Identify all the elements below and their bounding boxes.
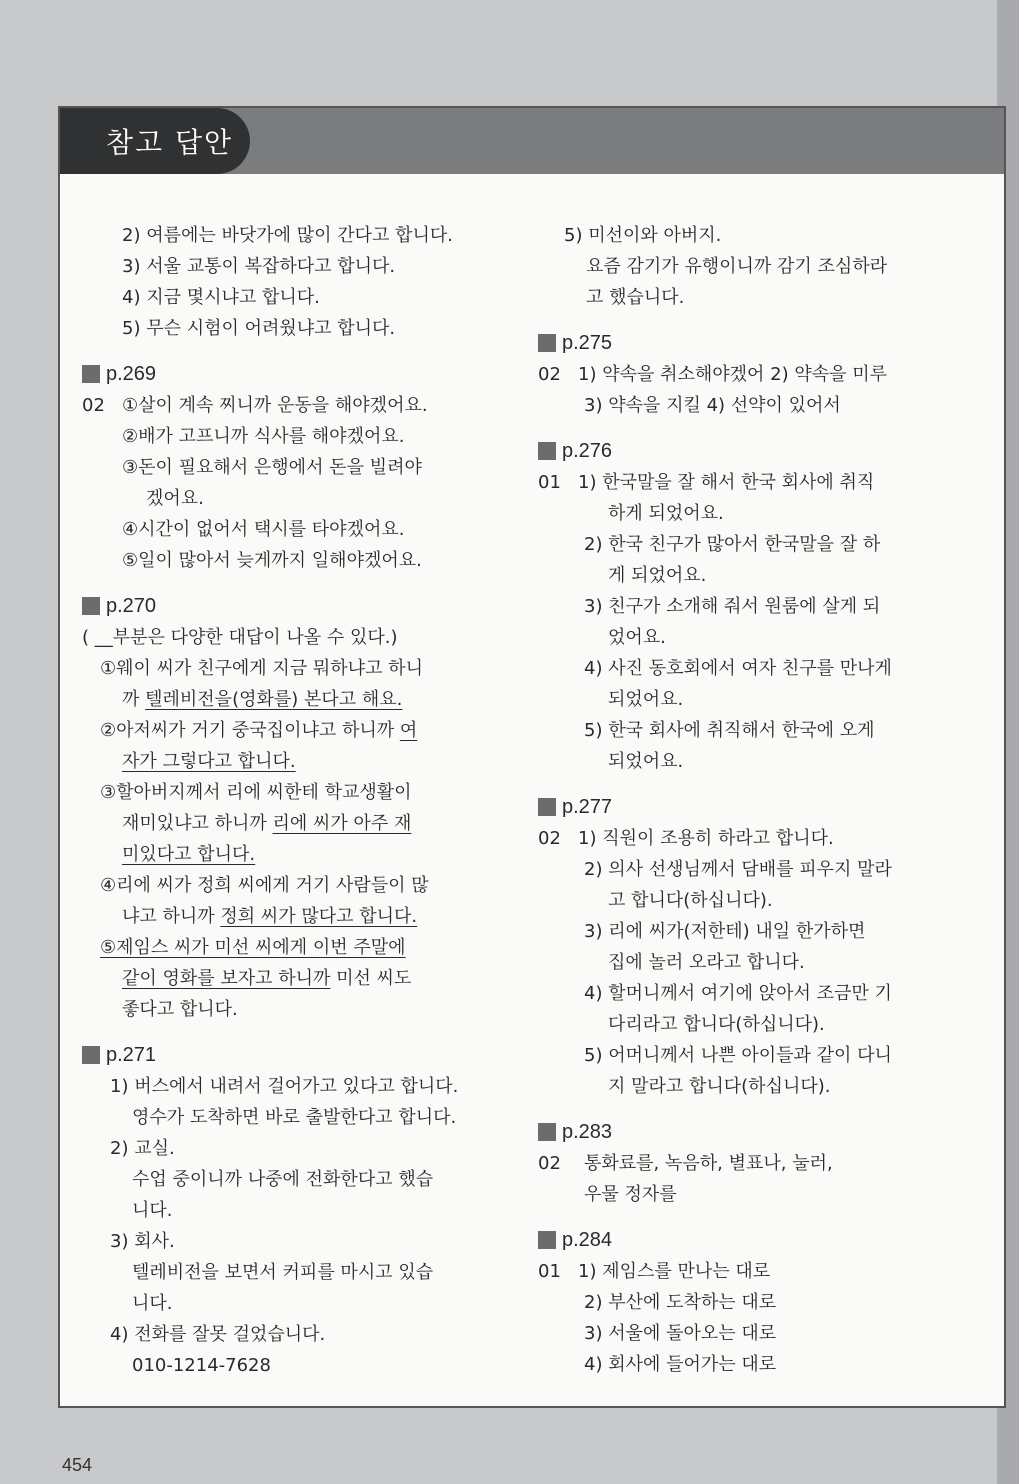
answer-line — [82, 684, 512, 715]
answer-text: 1) 직원이 조용히 하라고 합니다. — [578, 828, 834, 849]
answer-frame — [58, 106, 1006, 1408]
title-tab — [60, 108, 250, 174]
answer-note: ( __부분은 다양한 대답이 나올 수 있다.) — [82, 627, 398, 648]
answer-line: 5) 무슨 시험이 어려웠냐고 합니다. — [122, 318, 396, 339]
square-bullet-icon — [538, 442, 556, 460]
question-number: 02 — [538, 828, 561, 849]
answer-line: 지 말라고 합니다(하십니다). — [608, 1076, 831, 1097]
answer-line — [82, 390, 512, 421]
answer-text: ②아저씨가 거기 중국집이냐고 하니까 — [100, 720, 400, 741]
answer-line: 2) 의사 선생님께서 담배를 피우지 말라 — [584, 859, 892, 880]
answer-line: 2) 교실. — [110, 1138, 175, 1159]
answer-line — [538, 467, 978, 498]
answer-line: 고 했습니다. — [586, 287, 685, 308]
header-bar — [60, 108, 1004, 174]
answer-line: ⑤일이 많아서 늦게까지 일해야겠어요. — [122, 550, 422, 571]
answer-line: 2) 부산에 도착하는 대로 — [584, 1292, 777, 1313]
section-label: p.284 — [562, 1228, 613, 1251]
answer-line: ①웨이 씨가 친구에게 지금 뭐하냐고 하니 — [100, 658, 423, 679]
answer-text: 미선 씨도 — [330, 968, 412, 989]
square-bullet-icon — [538, 1231, 556, 1249]
answer-line: 5) 미선이와 아버지. — [564, 225, 722, 246]
answer-line — [538, 1148, 978, 1179]
underlined-text: 여 — [399, 720, 418, 741]
square-bullet-icon — [82, 1046, 100, 1064]
answer-text: ①살이 계속 찌니까 운동을 해야겠어요. — [122, 395, 428, 416]
answer-line: 2) 여름에는 바닷가에 많이 간다고 합니다. — [122, 225, 454, 246]
answer-line: 겠어요. — [146, 488, 204, 509]
left-column — [82, 220, 512, 1381]
answer-line — [538, 359, 978, 390]
section-label: p.271 — [106, 1043, 157, 1066]
section-header-p277 — [538, 791, 978, 823]
answer-line: 4) 전화를 잘못 걸었습니다. — [110, 1324, 326, 1345]
section-header-p269 — [82, 358, 512, 390]
answer-line: 2) 한국 친구가 많아서 한국말을 잘 하 — [584, 534, 881, 555]
answer-line: 니다. — [132, 1200, 173, 1221]
answer-line: 3) 서울에 돌아오는 대로 — [584, 1323, 777, 1344]
answer-line — [82, 746, 512, 777]
answer-line: ④리에 씨가 정희 씨에게 거기 사람들이 많 — [100, 875, 429, 896]
section-header-p270 — [82, 590, 512, 622]
answer-line — [82, 715, 512, 746]
answer-line — [538, 823, 978, 854]
answer-line: 영수가 도착하면 바로 출발한다고 합니다. — [132, 1107, 457, 1128]
answer-line: 었어요. — [608, 627, 666, 648]
answer-line: 3) 약속을 지킬 4) 선약이 있어서 — [584, 395, 841, 416]
underlined-text: ⑤제임스 씨가 미선 씨에게 이번 주말에 — [100, 937, 406, 958]
square-bullet-icon — [82, 597, 100, 615]
underlined-text: 리에 씨가 아주 재 — [272, 813, 412, 834]
answer-text: 통화료를, 녹음하, 별표나, 눌러, — [584, 1153, 833, 1174]
question-number: 02 — [538, 1153, 561, 1174]
answer-line: 5) 한국 회사에 취직해서 한국에 오게 — [584, 720, 875, 741]
answer-line: 3) 서울 교통이 복잡하다고 합니다. — [122, 256, 396, 277]
answer-line: 텔레비전을 보면서 커피를 마시고 있습 — [132, 1262, 434, 1283]
section-header-p284 — [538, 1224, 978, 1256]
answer-text: 재미있냐고 하니까 — [122, 813, 273, 834]
answer-text: 1) 약속을 취소해야겠어 2) 약속을 미루 — [578, 364, 887, 385]
answer-line — [82, 839, 512, 870]
answer-line — [538, 1256, 978, 1287]
underlined-text: 텔레비전을(영화를) 본다고 해요. — [145, 689, 403, 710]
section-label: p.277 — [562, 795, 613, 818]
answer-line: ④시간이 없어서 택시를 타야겠어요. — [122, 519, 405, 540]
section-label: p.283 — [562, 1120, 613, 1143]
answer-line: 요즘 감기가 유행이니까 감기 조심하라 — [586, 256, 888, 277]
answer-line — [82, 963, 512, 994]
answer-text: 1) 제임스를 만나는 대로 — [578, 1261, 771, 1282]
answer-line: 4) 할머니께서 여기에 앉아서 조금만 기 — [584, 983, 892, 1004]
answer-line: 4) 지금 몇시냐고 합니다. — [122, 287, 320, 308]
section-label: p.276 — [562, 439, 613, 462]
answer-line: ②배가 고프니까 식사를 해야겠어요. — [122, 426, 405, 447]
answer-line: 수업 중이니까 나중에 전화한다고 했습 — [132, 1169, 434, 1190]
answer-text: 까 — [122, 689, 146, 710]
question-number: 01 — [538, 472, 561, 493]
underlined-text: 같이 영화를 보자고 하니까 — [122, 968, 331, 989]
section-label: p.270 — [106, 594, 157, 617]
answer-line: ③할아버지께서 리에 씨한테 학교생활이 — [100, 782, 412, 803]
underlined-text: 미있다고 합니다. — [122, 844, 256, 865]
answer-line — [82, 808, 512, 839]
answer-line: 다리라고 합니다(하십니다). — [608, 1014, 825, 1035]
answer-line: 좋다고 합니다. — [122, 999, 238, 1020]
section-label: p.269 — [106, 362, 157, 385]
answer-line: ③돈이 필요해서 은행에서 돈을 빌려야 — [122, 457, 422, 478]
answer-line: 3) 리에 씨가(저한테) 내일 한가하면 — [584, 921, 866, 942]
answer-line: 되었어요. — [608, 751, 684, 772]
answer-line: 1) 버스에서 내려서 걸어가고 있다고 합니다. — [110, 1076, 459, 1097]
section-header-p283 — [538, 1116, 978, 1148]
answer-line: 010-1214-7628 — [132, 1355, 271, 1376]
page-number: 454 — [62, 1455, 93, 1475]
page-title: 참고 답안 — [106, 126, 234, 159]
answer-line: 게 되었어요. — [608, 565, 707, 586]
answer-text: 1) 한국말을 잘 해서 한국 회사에 취직 — [578, 472, 875, 493]
answer-line: 하게 되었어요. — [608, 503, 724, 524]
section-header-p275 — [538, 327, 978, 359]
question-number: 02 — [82, 395, 105, 416]
answer-line: 고 합니다(하십니다). — [608, 890, 773, 911]
square-bullet-icon — [538, 334, 556, 352]
answer-line: 4) 사진 동호회에서 여자 친구를 만나게 — [584, 658, 892, 679]
answer-line: 3) 친구가 소개해 줘서 원룸에 살게 되 — [584, 596, 881, 617]
answer-line: 집에 놀러 오라고 합니다. — [608, 952, 805, 973]
answer-line: 5) 어머니께서 나쁜 아이들과 같이 다니 — [584, 1045, 892, 1066]
answer-line — [82, 901, 512, 932]
section-label: p.275 — [562, 331, 613, 354]
answer-text: 냐고 하니까 — [122, 906, 221, 927]
question-number: 01 — [538, 1261, 561, 1282]
underlined-text: 정희 씨가 많다고 합니다. — [220, 906, 418, 927]
section-header-p276 — [538, 435, 978, 467]
square-bullet-icon — [538, 1123, 556, 1141]
answer-line: 4) 회사에 들어가는 대로 — [584, 1354, 777, 1375]
answer-line: 되었어요. — [608, 689, 684, 710]
answer-line — [82, 932, 512, 963]
answer-line: 3) 회사. — [110, 1231, 175, 1252]
square-bullet-icon — [82, 365, 100, 383]
question-number: 02 — [538, 364, 561, 385]
right-column — [538, 220, 978, 1380]
answer-line: 우물 정자를 — [584, 1184, 677, 1205]
answer-line: 니다. — [132, 1293, 173, 1314]
underlined-text: 자가 그렇다고 합니다. — [122, 751, 296, 772]
section-header-p271 — [82, 1039, 512, 1071]
square-bullet-icon — [538, 798, 556, 816]
